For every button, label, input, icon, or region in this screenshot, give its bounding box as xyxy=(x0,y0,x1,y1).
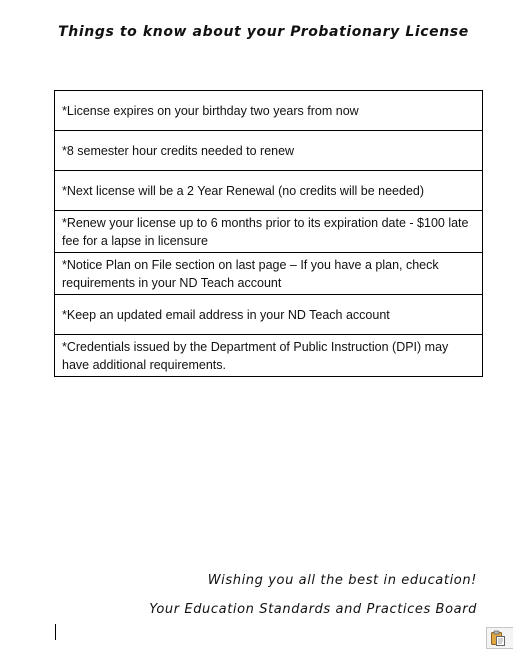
table-cell[interactable]: *Credentials issued by the Department of Public Instruction (DPI) may have additional requirements. xyxy=(55,335,483,377)
table-row xyxy=(55,335,483,377)
table-cell[interactable]: *8 semester hour credits needed to renew xyxy=(55,131,483,171)
document-title: Things to know about your Probationary License xyxy=(58,24,469,40)
closing-wish: Wishing you all the best in education! xyxy=(207,573,477,588)
table-row xyxy=(55,295,483,335)
text-cursor xyxy=(55,624,56,640)
table-row xyxy=(55,131,483,171)
paste-options-button[interactable] xyxy=(486,627,513,649)
table-cell[interactable]: *Notice Plan on File section on last page – If you have a plan, check requirements in your ND Teach account xyxy=(55,253,483,295)
table-row xyxy=(55,253,483,295)
table-row xyxy=(55,171,483,211)
table-cell[interactable]: *Keep an updated email address in your ND Teach account xyxy=(55,295,483,335)
table-row xyxy=(55,91,483,131)
closing-signature: Your Education Standards and Practices Board xyxy=(149,602,477,617)
table-cell[interactable]: *Next license will be a 2 Year Renewal (no credits will be needed) xyxy=(55,171,483,211)
clipboard-paste-icon xyxy=(490,630,506,646)
info-table xyxy=(54,90,483,377)
table-cell[interactable]: *License expires on your birthday two years from now xyxy=(55,91,483,131)
table-cell[interactable]: *Renew your license up to 6 months prior to its expiration date - $100 late fee for a lapse in licensure xyxy=(55,211,483,253)
table-row xyxy=(55,211,483,253)
